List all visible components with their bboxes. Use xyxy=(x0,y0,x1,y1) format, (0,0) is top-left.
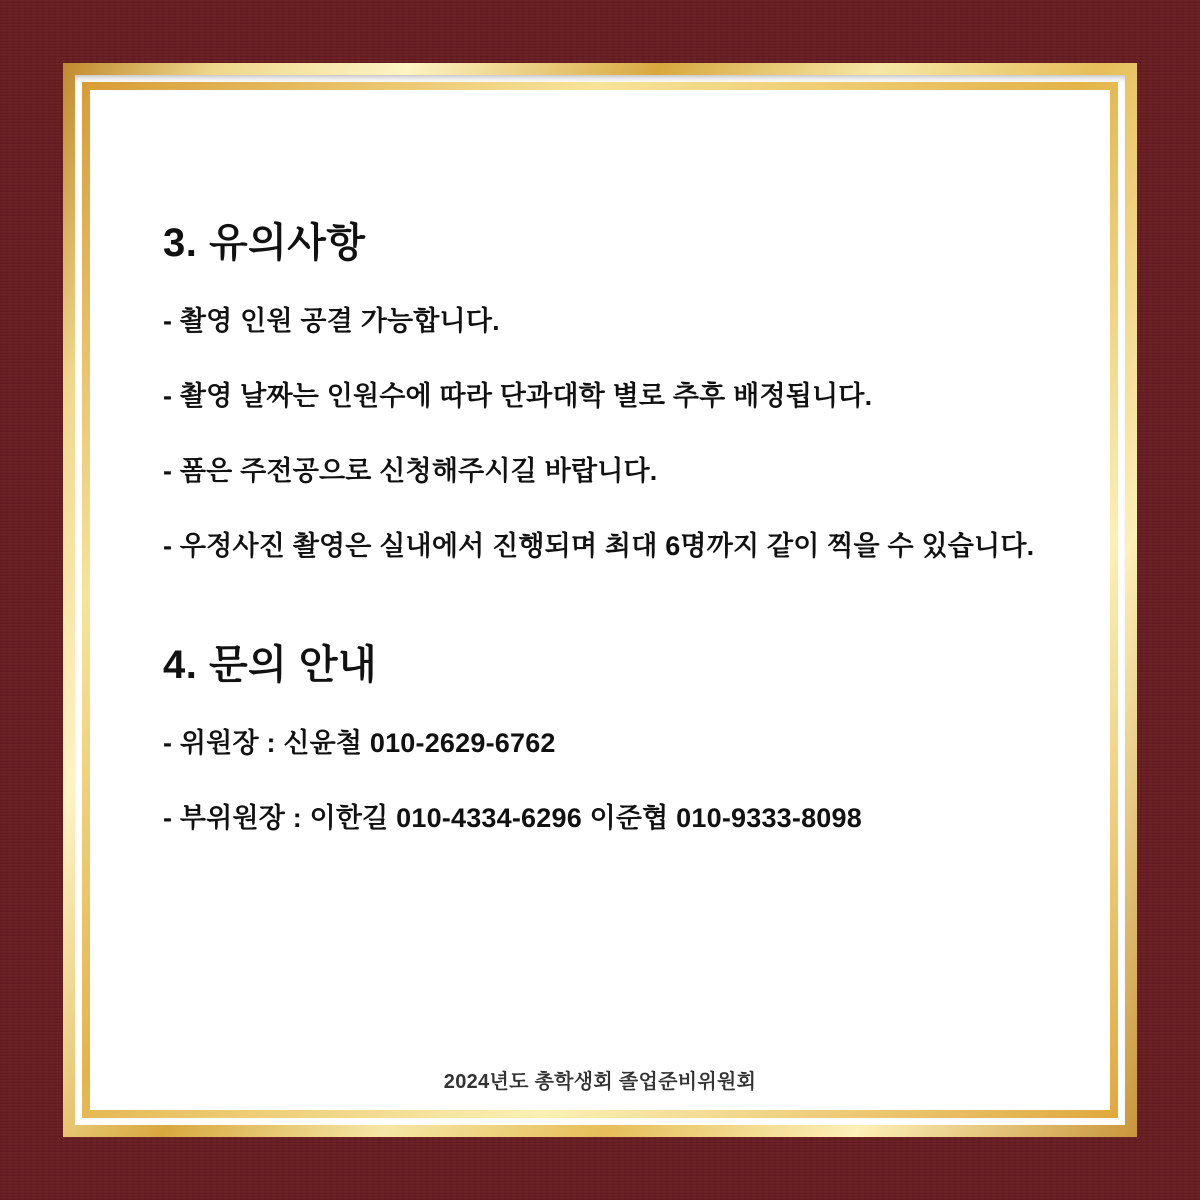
card-content xyxy=(90,90,1110,832)
notes-heading: 3. 유의사항 xyxy=(163,221,366,265)
footer-text: 2024년도 총학생회 졸업준비위원회 xyxy=(443,1071,757,1093)
note-item: - 촬영 날짜는 인원수에 따라 단과대학 별로 추후 배정됩니다. xyxy=(163,381,873,411)
contact-item: - 위원장 : 신윤철 010-2629-6762 xyxy=(163,728,556,758)
frame-white-gap xyxy=(75,75,1125,1125)
note-item: - 우정사진 촬영은 실내에서 진행되며 최대 6명까지 같이 찍을 수 있습니다. xyxy=(163,531,1035,561)
note-item: - 폼은 주전공으로 신청해주시길 바랍니다. xyxy=(163,456,658,486)
section-contact xyxy=(163,645,1050,832)
content-card xyxy=(90,90,1110,1110)
contact-item: - 부위원장 : 이한길 010-4334-6296 이준협 010-9333-8098 xyxy=(163,803,862,833)
section-notes xyxy=(163,223,1050,560)
contact-heading: 4. 문의 안내 xyxy=(163,643,378,687)
gold-frame-inner xyxy=(82,82,1118,1118)
gold-frame-outer xyxy=(63,63,1137,1137)
note-item: - 촬영 인원 공결 가능합니다. xyxy=(163,306,500,336)
